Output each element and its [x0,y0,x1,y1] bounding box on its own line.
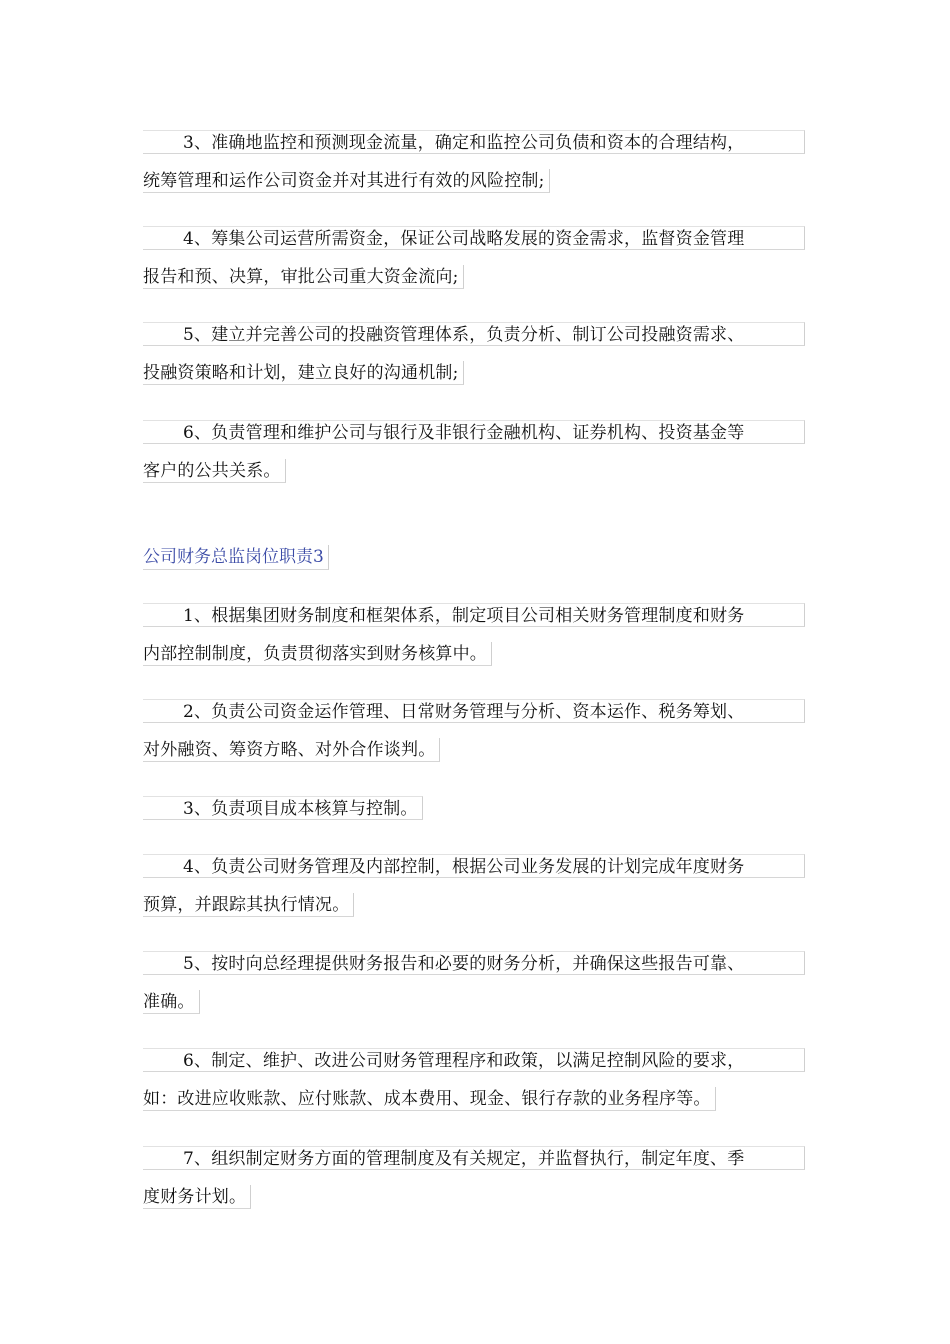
paragraph-line: 如：改进应收账款、应付账款、成本费用、现金、银行存款的业务程序等。 [143,1087,716,1111]
paragraph-line: 6、制定、维护、改进公司财务管理程序和政策，以满足控制风险的要求， [143,1048,805,1072]
paragraph [143,854,805,917]
paragraph [143,322,805,385]
paragraph [143,796,805,820]
paragraph-line: 6、负责管理和维护公司与银行及非银行金融机构、证券机构、投资基金等 [143,420,805,444]
paragraph-line: 7、组织制定财务方面的管理制度及有关规定，并监督执行，制定年度、季 [143,1146,805,1170]
paragraph-line: 3、负责项目成本核算与控制。 [143,796,423,820]
paragraph-line: 预算，并跟踪其执行情况。 [143,893,354,917]
paragraph-line: 对外融资、筹资方略、对外合作谈判。 [143,738,440,762]
paragraph [143,603,805,666]
paragraph-line: 5、建立并完善公司的投融资管理体系，负责分析、制订公司投融资需求、 [143,322,805,346]
paragraph-line: 投融资策略和计划，建立良好的沟通机制; [143,361,464,385]
paragraph-line: 客户的公共关系。 [143,459,286,483]
paragraph-line: 4、负责公司财务管理及内部控制，根据公司业务发展的计划完成年度财务 [143,854,805,878]
paragraph-line: 内部控制制度，负责贯彻落实到财务核算中。 [143,642,492,666]
paragraph-line: 5、按时向总经理提供财务报告和必要的财务分析，并确保这些报告可靠、 [143,951,805,975]
paragraph-line: 准确。 [143,990,200,1014]
section-heading: 公司财务总监岗位职责3 [143,545,329,570]
paragraph-line: 3、准确地监控和预测现金流量，确定和监控公司负债和资本的合理结构， [143,130,805,154]
paragraph [143,1048,805,1111]
paragraph [143,951,805,1014]
paragraph [143,1146,805,1209]
paragraph-line: 报告和预、决算，审批公司重大资金流向; [143,265,464,289]
paragraph [143,420,805,483]
paragraph-line: 统筹管理和运作公司资金并对其进行有效的风险控制; [143,169,550,193]
paragraph-line: 度财务计划。 [143,1185,251,1209]
paragraph [143,226,805,289]
paragraph-line: 2、负责公司资金运作管理、日常财务管理与分析、资本运作、税务筹划、 [143,699,805,723]
paragraph [143,130,805,193]
paragraph-line: 1、根据集团财务制度和框架体系，制定项目公司相关财务管理制度和财务 [143,603,805,627]
paragraph-line: 4、筹集公司运营所需资金，保证公司战略发展的资金需求，监督资金管理 [143,226,805,250]
paragraph [143,699,805,762]
